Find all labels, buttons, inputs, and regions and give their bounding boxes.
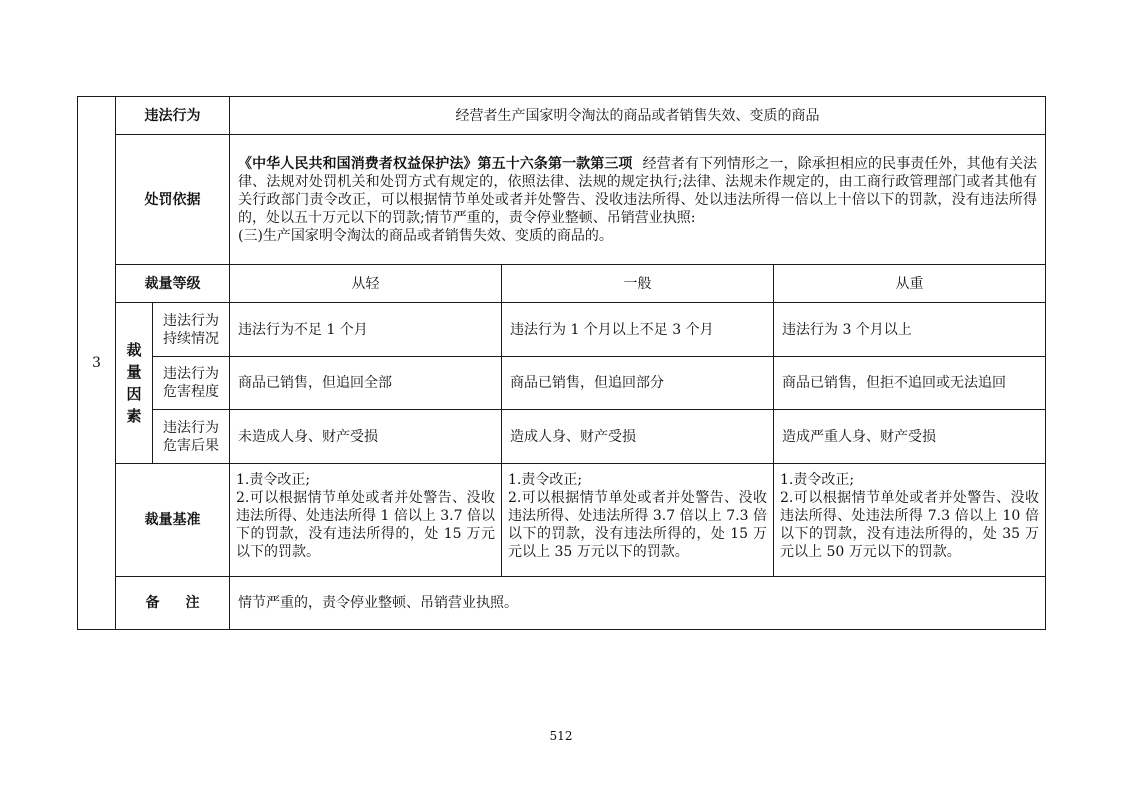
row-number: 3 [92,355,101,371]
standard-line1: 1.责令改正; [780,472,855,488]
factor-value-cell: 商品已销售，但追回全部 [230,357,502,410]
row-number-cell [78,97,116,630]
level-normal: 一般 [502,265,774,303]
factor-value-cell: 违法行为不足 1 个月 [230,303,502,357]
law-item: (三)生产国家明令淘汰的商品或者销售失效、变质的商品的。 [238,227,613,244]
factor-label-line1: 违法行为 [163,366,219,382]
standards-row [78,464,1046,577]
standard-line1: 1.责令改正; [508,472,583,488]
standard-heavy-cell [774,464,1046,577]
standard-line2: 2.可以根据情节单处或者并处警告、没收违法所得、处违法所得 1 倍以上 3.7 倍以下的罚款，没有违法所得的，处 15 万元以下的罚款。 [236,490,495,560]
factor-label-degree [153,357,230,410]
violation-row [78,97,1046,135]
factor-row-degree [78,357,1046,410]
factor-label-line1: 违法行为 [163,312,219,329]
violation-value: 经营者生产国家明令淘汰的商品或者销售失效、变质的商品 [230,97,1046,135]
factor-label-line2: 危害程度 [163,384,219,400]
law-text: 经营者有下列情形之一，除承担相应的民事责任外，其他有关法律、法规对处罚机关和处罚方式有规定的，依照法律、法规的规定执行;法律、法规未作规定的，由工商行政管理部门或者其他有关行政部门责令改正，可以根据情节单处或者并处警告、没收违法所得、处以违法所得一倍以上十倍以下的罚款，没有违法所得的，处以五十万元以下的罚款;情节严重的，责令停业整顿、吊销营业执照: [238,155,1038,226]
factor-value-cell: 商品已销售，但拒不追回或无法追回 [774,357,1046,410]
standard-light-cell [230,464,502,577]
factor-value-cell: 造成人身、财产受损 [502,410,774,464]
factor-value-cell: 违法行为 3 个月以上 [774,303,1046,357]
factor-label-line1: 违法行为 [163,419,219,436]
factor-label-line2: 持续情况 [163,330,219,347]
factor-row-duration [78,303,1046,357]
factors-label-cell [116,303,153,464]
remarks-label-cell [116,577,230,630]
standard-line1: 1.责令改正; [236,472,311,488]
basis-row [78,135,1046,265]
remarks-row [78,577,1046,630]
level-light: 从轻 [230,265,502,303]
factor-label-duration [153,303,230,357]
factor-value-cell: 未造成人身、财产受损 [230,410,502,464]
factor-value-cell: 违法行为 1 个月以上不足 3 个月 [502,303,774,357]
standard-line2: 2.可以根据情节单处或者并处警告、没收违法所得、处违法所得 3.7 倍以上 7.3 倍以下的罚款，没有违法所得的，处 15 万元以上 35 万元以下的罚款。 [508,490,767,560]
factor-label-line2: 危害后果 [163,437,219,454]
factor-value-cell: 造成严重人身、财产受损 [774,410,1046,464]
standard-line2: 2.可以根据情节单处或者并处警告、没收违法所得、处违法所得 7.3 倍以上 10 倍以下的罚款，没有违法所得的，处 35 万元以上 50 万元以下的罚款。 [780,490,1040,560]
levels-row [78,265,1046,303]
remarks-label: 备注 [145,595,226,611]
level-heavy: 从重 [774,265,1046,303]
basis-label: 处罚依据 [116,135,230,265]
factor-value-cell: 商品已销售，但追回部分 [502,357,774,410]
penalty-discretion-table [77,96,1046,630]
standard-normal-cell [502,464,774,577]
standards-label: 裁量基准 [116,464,230,577]
page-number: 512 [549,729,573,743]
levels-label: 裁量等级 [116,265,230,303]
factor-label-consequence [153,410,230,464]
law-name: 《中华人民共和国消费者权益保护法》第五十六条第一款第三项 [238,155,633,172]
basis-text-cell [230,135,1046,265]
violation-label: 违法行为 [116,97,230,135]
factor-row-consequence [78,410,1046,464]
remarks-value: 情节严重的，责令停业整顿、吊销营业执照。 [230,577,1046,630]
factors-label: 裁量因素 [126,341,142,425]
